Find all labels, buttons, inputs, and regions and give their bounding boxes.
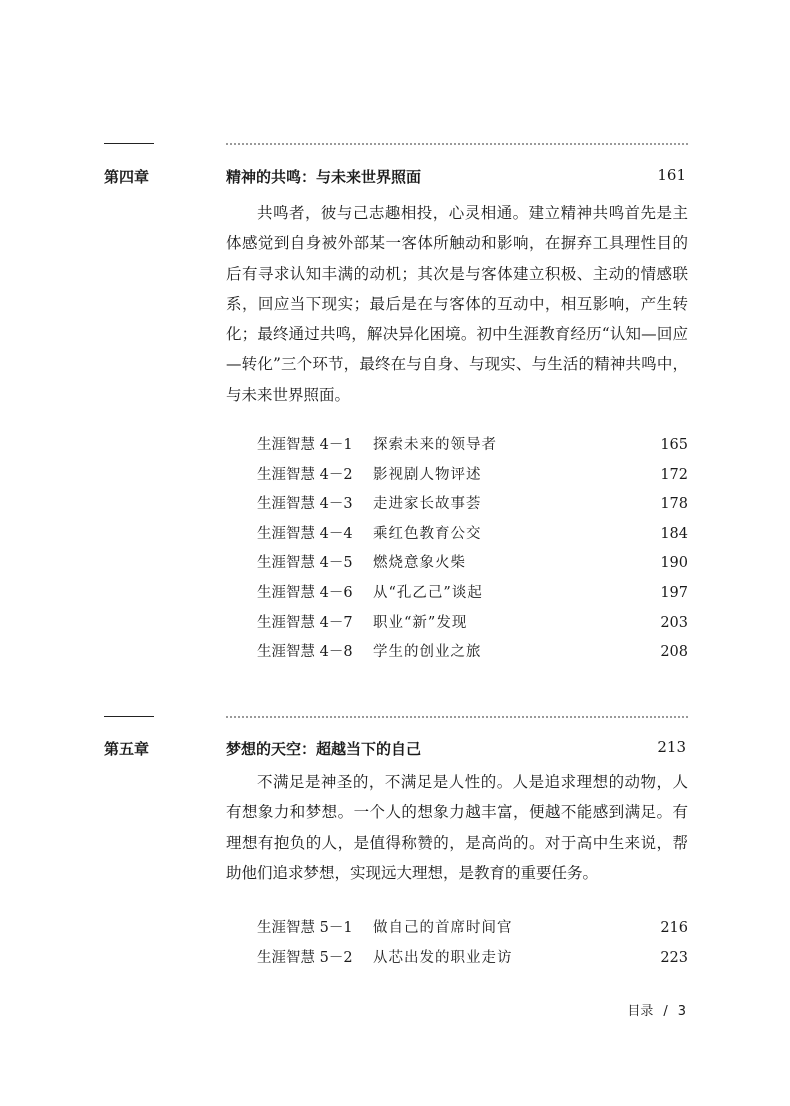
entry-title: 走进家长故事荟 [373,496,482,513]
toc-entry[interactable] [257,638,688,668]
chapter5-entries [257,914,688,973]
chapter4-entries [257,431,688,668]
entry-title: 从“孔乙己”谈起 [373,584,483,601]
toc-entry[interactable] [257,944,688,974]
toc-entry[interactable] [257,609,688,639]
entry-label: 生涯智慧 5－1 [257,920,353,936]
chapter5-title: 梦想的天空：超越当下的自己 [226,740,422,758]
entry-page: 216 [660,920,688,936]
toc-entry[interactable] [257,914,688,944]
toc-entry[interactable] [257,431,688,461]
entry-label: 生涯智慧 4－1 [257,437,353,453]
footer-page-number: 3 [677,1004,686,1019]
page-footer [627,1000,686,1019]
entry-title: 影视剧人物评述 [373,466,482,483]
entry-page: 190 [660,555,688,572]
chapter5-dotted-rule [226,716,688,718]
chapter5-short-rule [104,716,154,717]
entry-page: 178 [660,496,688,513]
entry-label: 生涯智慧 4－8 [257,644,353,661]
toc-entry[interactable] [257,461,688,491]
entry-label: 生涯智慧 5－2 [257,949,353,966]
entry-title: 探索未来的领导者 [373,437,497,453]
chapter4-page: 161 [657,166,686,184]
chapter5-page: 213 [657,738,686,756]
entry-page: 184 [660,525,688,542]
footer-separator: / [663,1004,668,1019]
footer-section: 目录 [627,1004,654,1019]
chapter5-label: 第五章 [104,740,150,758]
entry-page: 223 [660,949,688,966]
entry-title: 乘红色教育公交 [373,525,482,542]
entry-page: 197 [660,584,688,601]
chapter4-title: 精神的共鸣：与未来世界照面 [226,168,422,186]
toc-entry[interactable] [257,549,688,579]
entry-page: 172 [660,466,688,483]
entry-page: 203 [660,614,688,631]
entry-title: 职业“新”发现 [373,614,468,631]
entry-label: 生涯智慧 4－4 [257,525,353,542]
chapter4-intro [226,198,688,410]
entry-label: 生涯智慧 4－3 [257,496,353,513]
chapter4-label: 第四章 [104,168,150,186]
entry-label: 生涯智慧 4－6 [257,584,353,601]
chapter4-intro-text: 共鸣者，彼与己志趣相投，心灵相通。建立精神共鸣首先是主体感觉到自身被外部某一客体所触动和影响，在摒弃工具理性目的后有寻求认知丰满的动机；其次是与客体建立积极、主动的情感联系，回应当下现实；最后是在与客体的互动中，相互影响，产生转化；最终通过共鸣，解决异化困境。初中生涯教育经历“认知—回应—转化”三个环节，最终在与自身、与现实、与生活的精神共鸣中，与未来世界照面。 [226,204,688,404]
entry-page: 165 [660,437,688,453]
entry-title: 做自己的首席时间官 [373,920,513,936]
entry-title: 从芯出发的职业走访 [373,949,513,966]
chapter5-intro-text: 不满足是神圣的，不满足是人性的。人是追求理想的动物，人有想象力和梦想。一个人的想象力越丰富，便越不能感到满足。有理想有抱负的人，是值得称赞的，是高尚的。对于高中生来说，帮助他们追求梦想，实现远大理想，是教育的重要任务。 [226,773,688,882]
chapter4-short-rule [104,143,154,144]
entry-label: 生涯智慧 4－2 [257,466,353,483]
entry-title: 学生的创业之旅 [373,644,482,661]
toc-entry[interactable] [257,579,688,609]
entry-page: 208 [660,644,688,661]
entry-label: 生涯智慧 4－7 [257,614,353,631]
toc-entry[interactable] [257,490,688,520]
chapter5-intro [226,767,688,888]
entry-title: 燃烧意象火柴 [373,555,466,572]
entry-label: 生涯智慧 4－5 [257,555,353,572]
toc-entry[interactable] [257,520,688,550]
chapter4-dotted-rule [226,143,688,145]
